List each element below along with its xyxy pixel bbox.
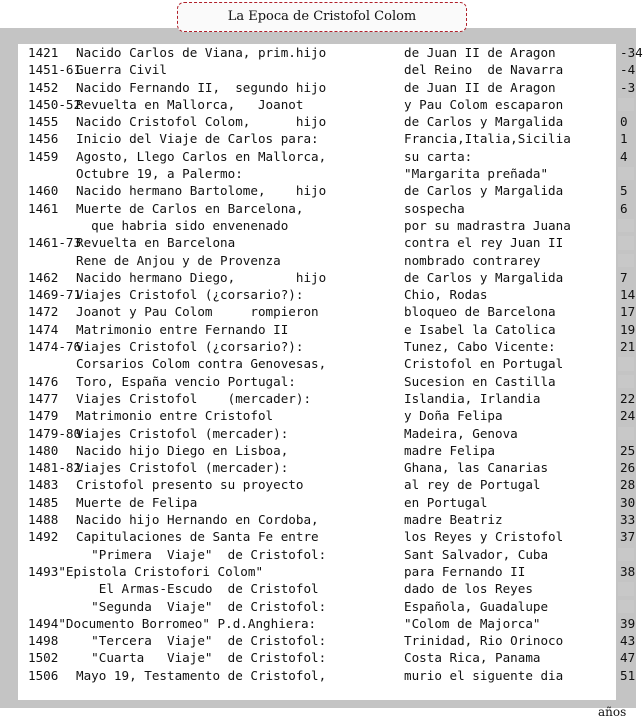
timeline-row	[28, 546, 610, 563]
row-detail: de Carlos y Margalida	[404, 183, 564, 199]
row-detail: y Doña Felipa	[404, 408, 503, 424]
row-detail: del Reino de Navarra	[404, 62, 564, 78]
row-detail: madre Beatriz	[404, 512, 503, 528]
row-year: 1452	[28, 79, 59, 95]
row-event: Mayo 19, Testamento de Cristofol,	[76, 667, 327, 683]
row-event: Nacido Cristofol Colom, hijo	[76, 114, 327, 130]
row-event: Revuelta en Mallorca, Joanot	[76, 96, 304, 112]
row-age: 14	[620, 287, 636, 303]
row-year: 1460	[28, 183, 59, 199]
row-detail: Ghana, las Canarias	[404, 460, 549, 476]
row-detail: "Margarita preñada"	[404, 166, 549, 182]
row-age: -34	[620, 45, 643, 60]
timeline-row	[28, 79, 636, 96]
age-marker	[616, 61, 636, 78]
timeline-row	[28, 269, 628, 286]
timeline-row	[28, 563, 636, 580]
row-event: Octubre 19, a Palermo:	[76, 166, 243, 182]
age-marker	[616, 546, 636, 563]
timeline-row	[28, 355, 610, 372]
row-event: Guerra Civil	[76, 62, 167, 78]
row-event: Nacido hijo Diego en Lisboa,	[76, 442, 289, 458]
row-year: 1450-52	[28, 96, 82, 112]
row-year: 1498	[28, 633, 59, 649]
row-event: Corsarios Colom contra Genovesas,	[76, 356, 327, 372]
age-marker	[616, 269, 636, 286]
row-detail: y Pau Colom escaparon	[404, 96, 564, 112]
timeline-row	[28, 425, 610, 442]
row-detail: contra el rey Juan II	[404, 235, 564, 251]
row-detail: e Isabel la Catolica	[404, 321, 556, 337]
row-event: Muerte de Carlos en Barcelona,	[76, 200, 304, 216]
row-age: 37	[620, 529, 636, 545]
row-event: "Tercera Viaje" de Cristofol:	[76, 633, 327, 649]
row-age: -4	[620, 62, 636, 78]
row-age: 28	[620, 477, 636, 493]
row-year: 1502	[28, 650, 59, 666]
row-event: "Primera Viaje" de Cristofol:	[76, 546, 327, 562]
row-year: 1456	[28, 131, 59, 147]
row-event: Nacido Carlos de Viana, prim.hijo	[76, 45, 327, 60]
row-year: 1477	[28, 390, 59, 406]
row-year: 1481-82	[28, 460, 82, 476]
row-age: 21	[620, 339, 636, 355]
age-marker	[616, 148, 636, 165]
age-marker	[616, 217, 636, 234]
age-marker	[616, 96, 636, 113]
row-detail: de Carlos y Margalida	[404, 269, 564, 285]
timeline-row	[28, 459, 636, 476]
row-year: 1472	[28, 304, 59, 320]
row-event: Nacido Fernando II, segundo hijo	[76, 79, 327, 95]
age-marker	[616, 130, 636, 147]
timeline-row	[28, 580, 610, 597]
age-marker	[616, 563, 636, 580]
row-age: -3	[620, 79, 636, 95]
timeline-row	[28, 476, 636, 493]
timeline-row	[28, 649, 636, 666]
row-detail: Tunez, Cabo Vicente:	[404, 339, 556, 355]
row-event: Nacido hijo Hernando en Cordoba,	[76, 512, 319, 528]
row-age: 5	[620, 183, 628, 199]
timeline-row	[28, 113, 628, 130]
timeline-row	[28, 390, 636, 407]
timeline-row	[28, 217, 610, 234]
row-event: Cristofol presento su proyecto	[76, 477, 304, 493]
row-age: 47	[620, 650, 636, 666]
row-event: Viajes Cristofol (mercader):	[76, 425, 289, 441]
age-marker	[616, 44, 636, 61]
row-detail: Sucesion en Castilla	[404, 373, 556, 389]
row-age: 22	[620, 390, 636, 406]
row-event: que habria sido envenenado	[76, 217, 289, 233]
row-age: 33	[620, 512, 636, 528]
row-age: 17	[620, 304, 636, 320]
row-year: 1483	[28, 477, 59, 493]
years-footer-label: años	[598, 705, 627, 719]
timeline-row	[28, 182, 628, 199]
row-event: El Armas-Escudo de Cristofol	[76, 581, 319, 597]
row-year: 1506	[28, 667, 59, 683]
timeline-row	[28, 442, 636, 459]
row-detail: Sant Salvador, Cuba	[404, 546, 549, 562]
row-event: Viajes Cristofol (¿corsario?):	[76, 339, 304, 355]
row-event: Rene de Anjou y de Provenza	[76, 252, 281, 268]
row-age: 7	[620, 269, 628, 285]
row-detail: Española, Guadalupe	[404, 598, 549, 614]
age-marker	[616, 407, 636, 424]
row-event: Capitulaciones de Santa Fe entre	[76, 529, 319, 545]
row-event: Matrimonio entre Cristofol	[76, 408, 274, 424]
age-marker	[616, 494, 636, 511]
age-marker	[616, 528, 636, 545]
age-marker	[616, 598, 636, 615]
row-age: 1	[620, 131, 628, 147]
timeline-row	[28, 494, 636, 511]
timeline-row	[28, 148, 628, 165]
row-event: Muerte de Felipa	[76, 494, 198, 510]
row-year: 1479	[28, 408, 59, 424]
timeline-row	[28, 511, 636, 528]
row-age: 6	[620, 200, 628, 216]
age-marker	[616, 649, 636, 666]
row-detail: murio el siguente dia	[404, 667, 564, 683]
row-event: Inicio del Viaje de Carlos para:	[76, 131, 319, 147]
row-age: 43	[620, 633, 636, 649]
row-age: 4	[620, 148, 628, 164]
timeline-row	[28, 96, 610, 113]
row-detail: su carta:	[404, 148, 473, 164]
timeline-row	[28, 321, 636, 338]
row-detail: por su madrastra Juana	[404, 217, 571, 233]
row-detail: Islandia, Irlandia	[404, 390, 541, 406]
row-event: Toro, España vencio Portugal:	[76, 373, 296, 389]
timeline-row	[28, 407, 636, 424]
row-age: 26	[620, 460, 636, 476]
row-detail: madre Felipa	[404, 442, 495, 458]
timeline-row	[28, 632, 636, 649]
row-event: Nacido hermano Bartolome, hijo	[76, 183, 327, 199]
row-year: 1492	[28, 529, 59, 545]
age-marker	[616, 286, 636, 303]
timeline-row	[28, 165, 610, 182]
age-marker	[616, 390, 636, 407]
row-detail: Costa Rica, Panama	[404, 650, 541, 666]
row-year: 1462	[28, 269, 59, 285]
row-detail: dado de los Reyes	[404, 581, 533, 597]
row-detail: Cristofol en Portugal	[404, 356, 564, 372]
timeline-row	[28, 528, 636, 545]
row-detail: bloqueo de Barcelona	[404, 304, 556, 320]
row-age: 39	[620, 615, 636, 631]
age-marker	[616, 425, 636, 442]
age-marker	[616, 79, 636, 96]
timeline-row	[28, 234, 610, 251]
age-margin-markers	[616, 44, 636, 684]
row-event: Matrimonio entre Fernando II	[76, 321, 289, 337]
row-event: Viajes Cristofol (mercader):	[76, 390, 312, 406]
row-year: 1461-73	[28, 235, 82, 251]
age-marker	[616, 355, 636, 372]
row-detail: Chio, Rodas	[404, 287, 488, 303]
row-year: 1455	[28, 114, 59, 130]
age-marker	[616, 373, 636, 390]
age-marker	[616, 442, 636, 459]
row-event: Joanot y Pau Colom rompieron	[76, 304, 319, 320]
row-event: Revuelta en Barcelona	[76, 235, 236, 251]
timeline-row	[28, 303, 636, 320]
row-detail: nombrado contrarey	[404, 252, 541, 268]
age-marker	[616, 632, 636, 649]
row-detail: sospecha	[404, 200, 465, 216]
row-year: 1451-61	[28, 62, 82, 78]
row-age: 30	[620, 494, 636, 510]
age-marker	[616, 580, 636, 597]
timeline-row	[28, 44, 643, 61]
row-event: "Segunda Viaje" de Cristofol:	[76, 598, 327, 614]
timeline-row	[28, 667, 636, 684]
timeline-row	[28, 252, 610, 269]
age-marker	[616, 165, 636, 182]
row-age: 25	[620, 442, 636, 458]
row-event: Viajes Cristofol (¿corsario?):	[76, 287, 304, 303]
timeline-row	[28, 130, 628, 147]
row-detail: Madeira, Genova	[404, 425, 518, 441]
age-marker	[616, 667, 636, 684]
row-event: Nacido hermano Diego, hijo	[76, 269, 327, 285]
row-detail: Francia,Italia,Sicilia	[404, 131, 571, 147]
row-year: 1493"Epistola Cristofori Colom"	[28, 563, 264, 579]
row-year: 1474	[28, 321, 59, 337]
timeline-row	[28, 200, 628, 217]
row-detail: de Juan II de Aragon	[404, 45, 556, 60]
age-marker	[616, 182, 636, 199]
row-detail: al rey de Portugal	[404, 477, 541, 493]
row-detail: para Fernando II	[404, 563, 526, 579]
row-detail: en Portugal	[404, 494, 488, 510]
row-year: 1474-76	[28, 339, 82, 355]
age-marker	[616, 476, 636, 493]
row-age: 24	[620, 408, 636, 424]
row-detail: Trinidad, Rio Orinoco	[404, 633, 564, 649]
row-year: 1459	[28, 148, 59, 164]
timeline-row	[28, 286, 636, 303]
age-marker	[616, 615, 636, 632]
row-event: Agosto, Llego Carlos en Mallorca,	[76, 148, 327, 164]
row-year: 1461	[28, 200, 59, 216]
row-year: 1469-71	[28, 287, 82, 303]
row-year: 1488	[28, 512, 59, 528]
row-year: 1476	[28, 373, 59, 389]
row-detail: "Colom de Majorca"	[404, 615, 541, 631]
row-detail: los Reyes y Cristofol	[404, 529, 564, 545]
row-age: 38	[620, 563, 636, 579]
timeline-row	[28, 338, 636, 355]
age-marker	[616, 303, 636, 320]
age-marker	[616, 113, 636, 130]
age-marker	[616, 459, 636, 476]
row-year: 1480	[28, 442, 59, 458]
timeline-row	[28, 61, 636, 78]
timeline-table	[28, 44, 643, 684]
row-age: 19	[620, 321, 636, 337]
page-title: La Epoca de Cristofol Colom	[177, 2, 467, 32]
row-year: 1479-80	[28, 425, 82, 441]
age-marker	[616, 338, 636, 355]
age-marker	[616, 252, 636, 269]
row-year: 1485	[28, 494, 59, 510]
age-marker	[616, 511, 636, 528]
row-age: 51	[620, 667, 636, 683]
row-year: 1421	[28, 45, 59, 60]
age-marker	[616, 200, 636, 217]
age-marker	[616, 321, 636, 338]
age-marker	[616, 234, 636, 251]
row-event: "Cuarta Viaje" de Cristofol:	[76, 650, 327, 666]
row-event: Viajes Cristofol (mercader):	[76, 460, 289, 476]
timeline-row	[28, 598, 610, 615]
row-detail: de Carlos y Margalida	[404, 114, 564, 130]
row-age: 0	[620, 114, 628, 130]
row-year: 1494"Documento Borromeo" P.d.Anghiera:	[28, 615, 317, 631]
row-detail: de Juan II de Aragon	[404, 79, 556, 95]
timeline-row	[28, 615, 636, 632]
timeline-row	[28, 373, 610, 390]
